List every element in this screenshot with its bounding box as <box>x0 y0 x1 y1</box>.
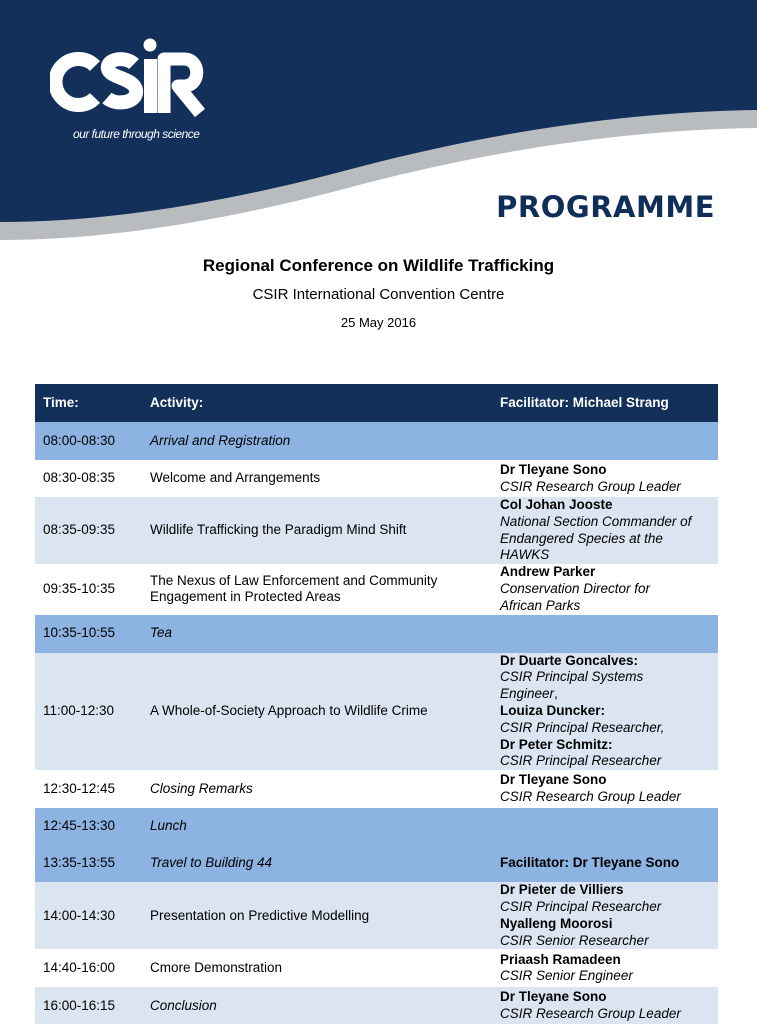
facilitator-name: Nyalleng Moorosi <box>500 915 613 931</box>
facilitator-role: CSIR Research Group Leader <box>500 789 681 805</box>
facilitator-name: Dr Tleyane Sono <box>500 461 607 477</box>
facilitator-name: Andrew Parker <box>500 564 596 580</box>
programme-heading: PROGRAMME <box>496 190 715 224</box>
row-time: 12:45-13:30 <box>35 808 142 845</box>
row-activity: Wildlife Trafficking the Paradigm Mind Shift <box>142 497 492 564</box>
row-activity: Welcome and Arrangements <box>142 460 492 497</box>
facilitator-role-line: National Section Commander of <box>500 513 692 529</box>
table-row <box>35 845 718 882</box>
row-activity <box>142 564 492 614</box>
facilitator-role: CSIR Principal Researcher <box>500 898 662 914</box>
row-activity: Lunch <box>142 808 492 845</box>
activity-line: The Nexus of Law Enforcement and Community <box>150 572 438 588</box>
row-time: 11:00-12:30 <box>35 653 142 771</box>
row-activity: Closing Remarks <box>142 770 492 808</box>
row-activity: Travel to Building 44 <box>142 845 492 882</box>
conference-title: Regional Conference on Wildlife Trafficking <box>202 256 555 275</box>
table-row <box>35 808 718 845</box>
row-activity: Arrival and Registration <box>142 422 492 460</box>
row-time: 10:35-10:55 <box>35 615 142 653</box>
row-activity: Tea <box>142 615 492 653</box>
facilitator-role-line: HAWKS <box>500 547 550 563</box>
table-row <box>35 770 718 808</box>
header-activity: Activity: <box>142 384 492 422</box>
row-facilitator <box>492 949 718 987</box>
facilitator-role: CSIR Senior Engineer <box>500 968 633 984</box>
facilitator-role-line: Conservation Director for <box>500 580 651 596</box>
facilitator-role: CSIR Research Group Leader <box>500 1005 681 1021</box>
facilitator-name: Dr Peter Schmitz: <box>500 736 613 752</box>
table-row <box>35 653 718 771</box>
facilitator-name: Dr Tleyane Sono <box>500 989 607 1005</box>
row-time: 16:00-16:15 <box>35 987 142 1024</box>
row-activity: Conclusion <box>142 987 492 1024</box>
table-row <box>35 497 718 564</box>
row-facilitator <box>492 615 718 653</box>
row-time: 14:00-14:30 <box>35 882 142 949</box>
table-row <box>35 949 718 987</box>
row-activity: Cmore Demonstration <box>142 949 492 987</box>
event-date: 25 May 2016 <box>340 315 417 330</box>
facilitator-role-line: Endangered Species at the <box>500 530 663 546</box>
row-activity: Presentation on Predictive Modelling <box>142 882 492 949</box>
table-row <box>35 987 718 1024</box>
role-punctuation: , <box>554 686 558 702</box>
row-time: 12:30-12:45 <box>35 770 142 808</box>
row-time: 08:35-09:35 <box>35 497 142 564</box>
facilitator-name: Dr Pieter de Villiers <box>500 882 624 898</box>
table-row <box>35 615 718 653</box>
row-facilitator <box>492 422 718 460</box>
facilitator-role-line: African Parks <box>500 597 581 613</box>
facilitator-name: Louiza Duncker: <box>500 702 606 718</box>
table-header-row <box>35 384 718 422</box>
programme-table <box>35 384 718 1024</box>
venue: CSIR International Convention Centre <box>252 286 505 303</box>
facilitator-role: CSIR Principal Researcher, <box>500 719 665 735</box>
facilitator-name: Priaash Ramadeen <box>500 951 621 967</box>
row-activity: A Whole-of-Society Approach to Wildlife Crime <box>142 653 492 771</box>
table-row <box>35 564 718 614</box>
row-time: 13:35-13:55 <box>35 845 142 882</box>
activity-line: Engagement in Protected Areas <box>150 589 341 605</box>
row-time: 08:00-08:30 <box>35 422 142 460</box>
row-facilitator <box>492 497 718 564</box>
row-facilitator <box>492 770 718 808</box>
facilitator-name: Col Johan Jooste <box>500 497 613 512</box>
row-facilitator <box>492 653 718 771</box>
row-facilitator <box>492 564 718 614</box>
row-time: 08:30-08:35 <box>35 460 142 497</box>
row-time: 14:40-16:00 <box>35 949 142 987</box>
tagline: our future through science <box>73 127 200 141</box>
header-time: Time: <box>35 384 142 422</box>
facilitator-name: Dr Tleyane Sono <box>500 772 607 788</box>
facilitator-role-line <box>500 686 710 703</box>
facilitator-role: CSIR Research Group Leader <box>500 478 681 494</box>
facilitator-name: Dr Duarte Goncalves: <box>500 652 639 668</box>
row-facilitator <box>492 808 718 845</box>
facilitator-role-line: CSIR Principal Systems <box>500 669 644 685</box>
facilitator-role-tail: Engineer <box>500 686 555 702</box>
row-facilitator <box>492 882 718 949</box>
row-facilitator <box>492 460 718 497</box>
table-row <box>35 882 718 949</box>
facilitator-role: CSIR Senior Researcher <box>500 932 649 948</box>
csir-logo <box>50 38 205 123</box>
row-facilitator <box>492 987 718 1024</box>
table-row <box>35 460 718 497</box>
header-facilitator: Facilitator: Michael Strang <box>492 384 718 422</box>
row-time: 09:35-10:35 <box>35 564 142 614</box>
facilitator-role: CSIR Principal Researcher <box>500 753 662 769</box>
table-row <box>35 422 718 460</box>
row-facilitator-header: Facilitator: Dr Tleyane Sono <box>492 845 718 882</box>
